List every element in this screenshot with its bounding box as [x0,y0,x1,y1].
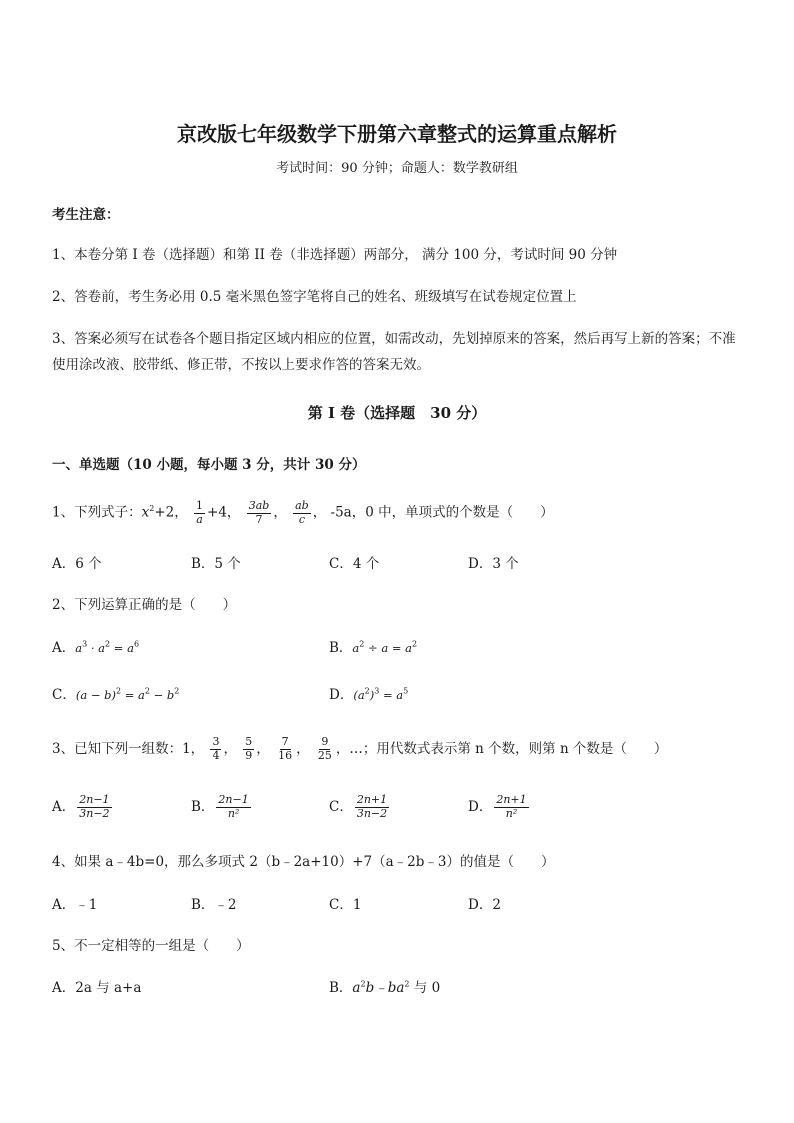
notice-item-2: 2、答卷前，考生务必用 0.5 毫米黑色签字笔将自己的姓名、班级填写在试卷规定位置上 [52,289,577,305]
notice-heading: 考生注意： [52,207,120,223]
q4-option-a[interactable]: A．﹣1 [52,897,98,913]
q3-option-a[interactable]: A． $\frac{2n-1}{3n-2}$ [52,793,110,820]
q1-option-c[interactable]: C．4 个 [329,556,380,572]
q4-option-b[interactable]: B．﹣2 [191,897,237,913]
question-4-stem: 4、如果 a﹣4b=0，那么多项式 2（b﹣2a+10）+7（a﹣2b﹣3）的值是（ ） [52,854,555,870]
fraction: $\frac{5}{9}$ [245,735,253,762]
q4-option-c[interactable]: C．1 [329,897,362,913]
fraction: $\frac{ab}{c}$ [295,498,309,526]
section-title: 第 I 卷（选择题 30 分） [307,404,487,422]
q2-option-a[interactable]: A．$a^3 \cdot a^2 = a^6$ [52,639,140,656]
question-5-stem: 5、不一定相等的一组是（ ） [52,938,250,954]
q2-option-d[interactable]: D．$(a^2)^3 = a^5$ [329,686,409,703]
notice-item-1: 1、本卷分第 I 卷（选择题）和第 II 卷（非选择题）两部分， 满分 100 分，考试时间 90 分钟 [52,247,618,263]
q2-option-b[interactable]: B．$a^2 \div a = a^2$ [329,639,418,656]
fraction: $\frac{1}{a}$ [196,498,204,526]
question-2-stem: 2、下列运算正确的是（ ） [52,597,237,613]
fraction: $\frac{7}{16}$ [278,735,293,762]
q5-option-a[interactable]: A．2a 与 a+a [52,980,142,996]
question-1-stem: 1、下列式子：$x^2+2$， $\frac{1}{a}$ +4， $\frac{3ab}{7}$ ， $\frac{ab}{c}$ ， -5a，0 中，单项式的个数是（ ） [52,498,554,526]
q5-option-b[interactable]: B．$a^2b﹣ba^2$ 与 0 [329,979,441,996]
q3-option-c[interactable]: C． $\frac{2n+1}{3n-2}$ [329,793,388,820]
fraction: $\frac{9}{25}$ [317,735,332,762]
exam-info: 考试时间：90 分钟；命题人：数学教研组 [276,161,518,176]
q3-option-d[interactable]: D． $\frac{2n+1}{\text{n²}}$ [468,793,527,820]
fraction: $\frac{3}{4}$ [212,735,220,762]
question-3-stem: 3、已知下列一组数：1， $\frac{3}{4}$ ， $\frac{5}{9}$ ， $\frac{7}{16}$ ， $\frac{9}{25}$ ，…；用代数式表示第 n 个数，则第 n 个数是（ ） [52,735,668,762]
page-title: 京改版七年级数学下册第六章整式的运算重点解析 [177,122,617,146]
q1-option-d[interactable]: D．3 个 [468,556,519,572]
notice-item-3: 3、答案必须写在试卷各个题目指定区域内相应的位置，如需改动，先划掉原来的答案，然后再写上新的答案；不准使用涂改液、胶带纸、修正带，不按以上要求作答的答案无效。 [52,331,736,373]
q1-option-b[interactable]: B．5 个 [191,556,241,572]
fraction: $\frac{3ab}{7}$ [248,498,270,526]
part-title: 一、单选题（10 小题，每小题 3 分，共计 30 分） [52,457,366,473]
q3-option-b[interactable]: B． $\frac{2n-1}{\text{n²}}$ [191,793,249,820]
q1-option-a[interactable]: A．6 个 [52,556,102,572]
q2-option-c[interactable]: C．$(a - b)^2 = a^2 - b^2$ [52,686,180,703]
q4-option-d[interactable]: D．2 [468,897,501,913]
